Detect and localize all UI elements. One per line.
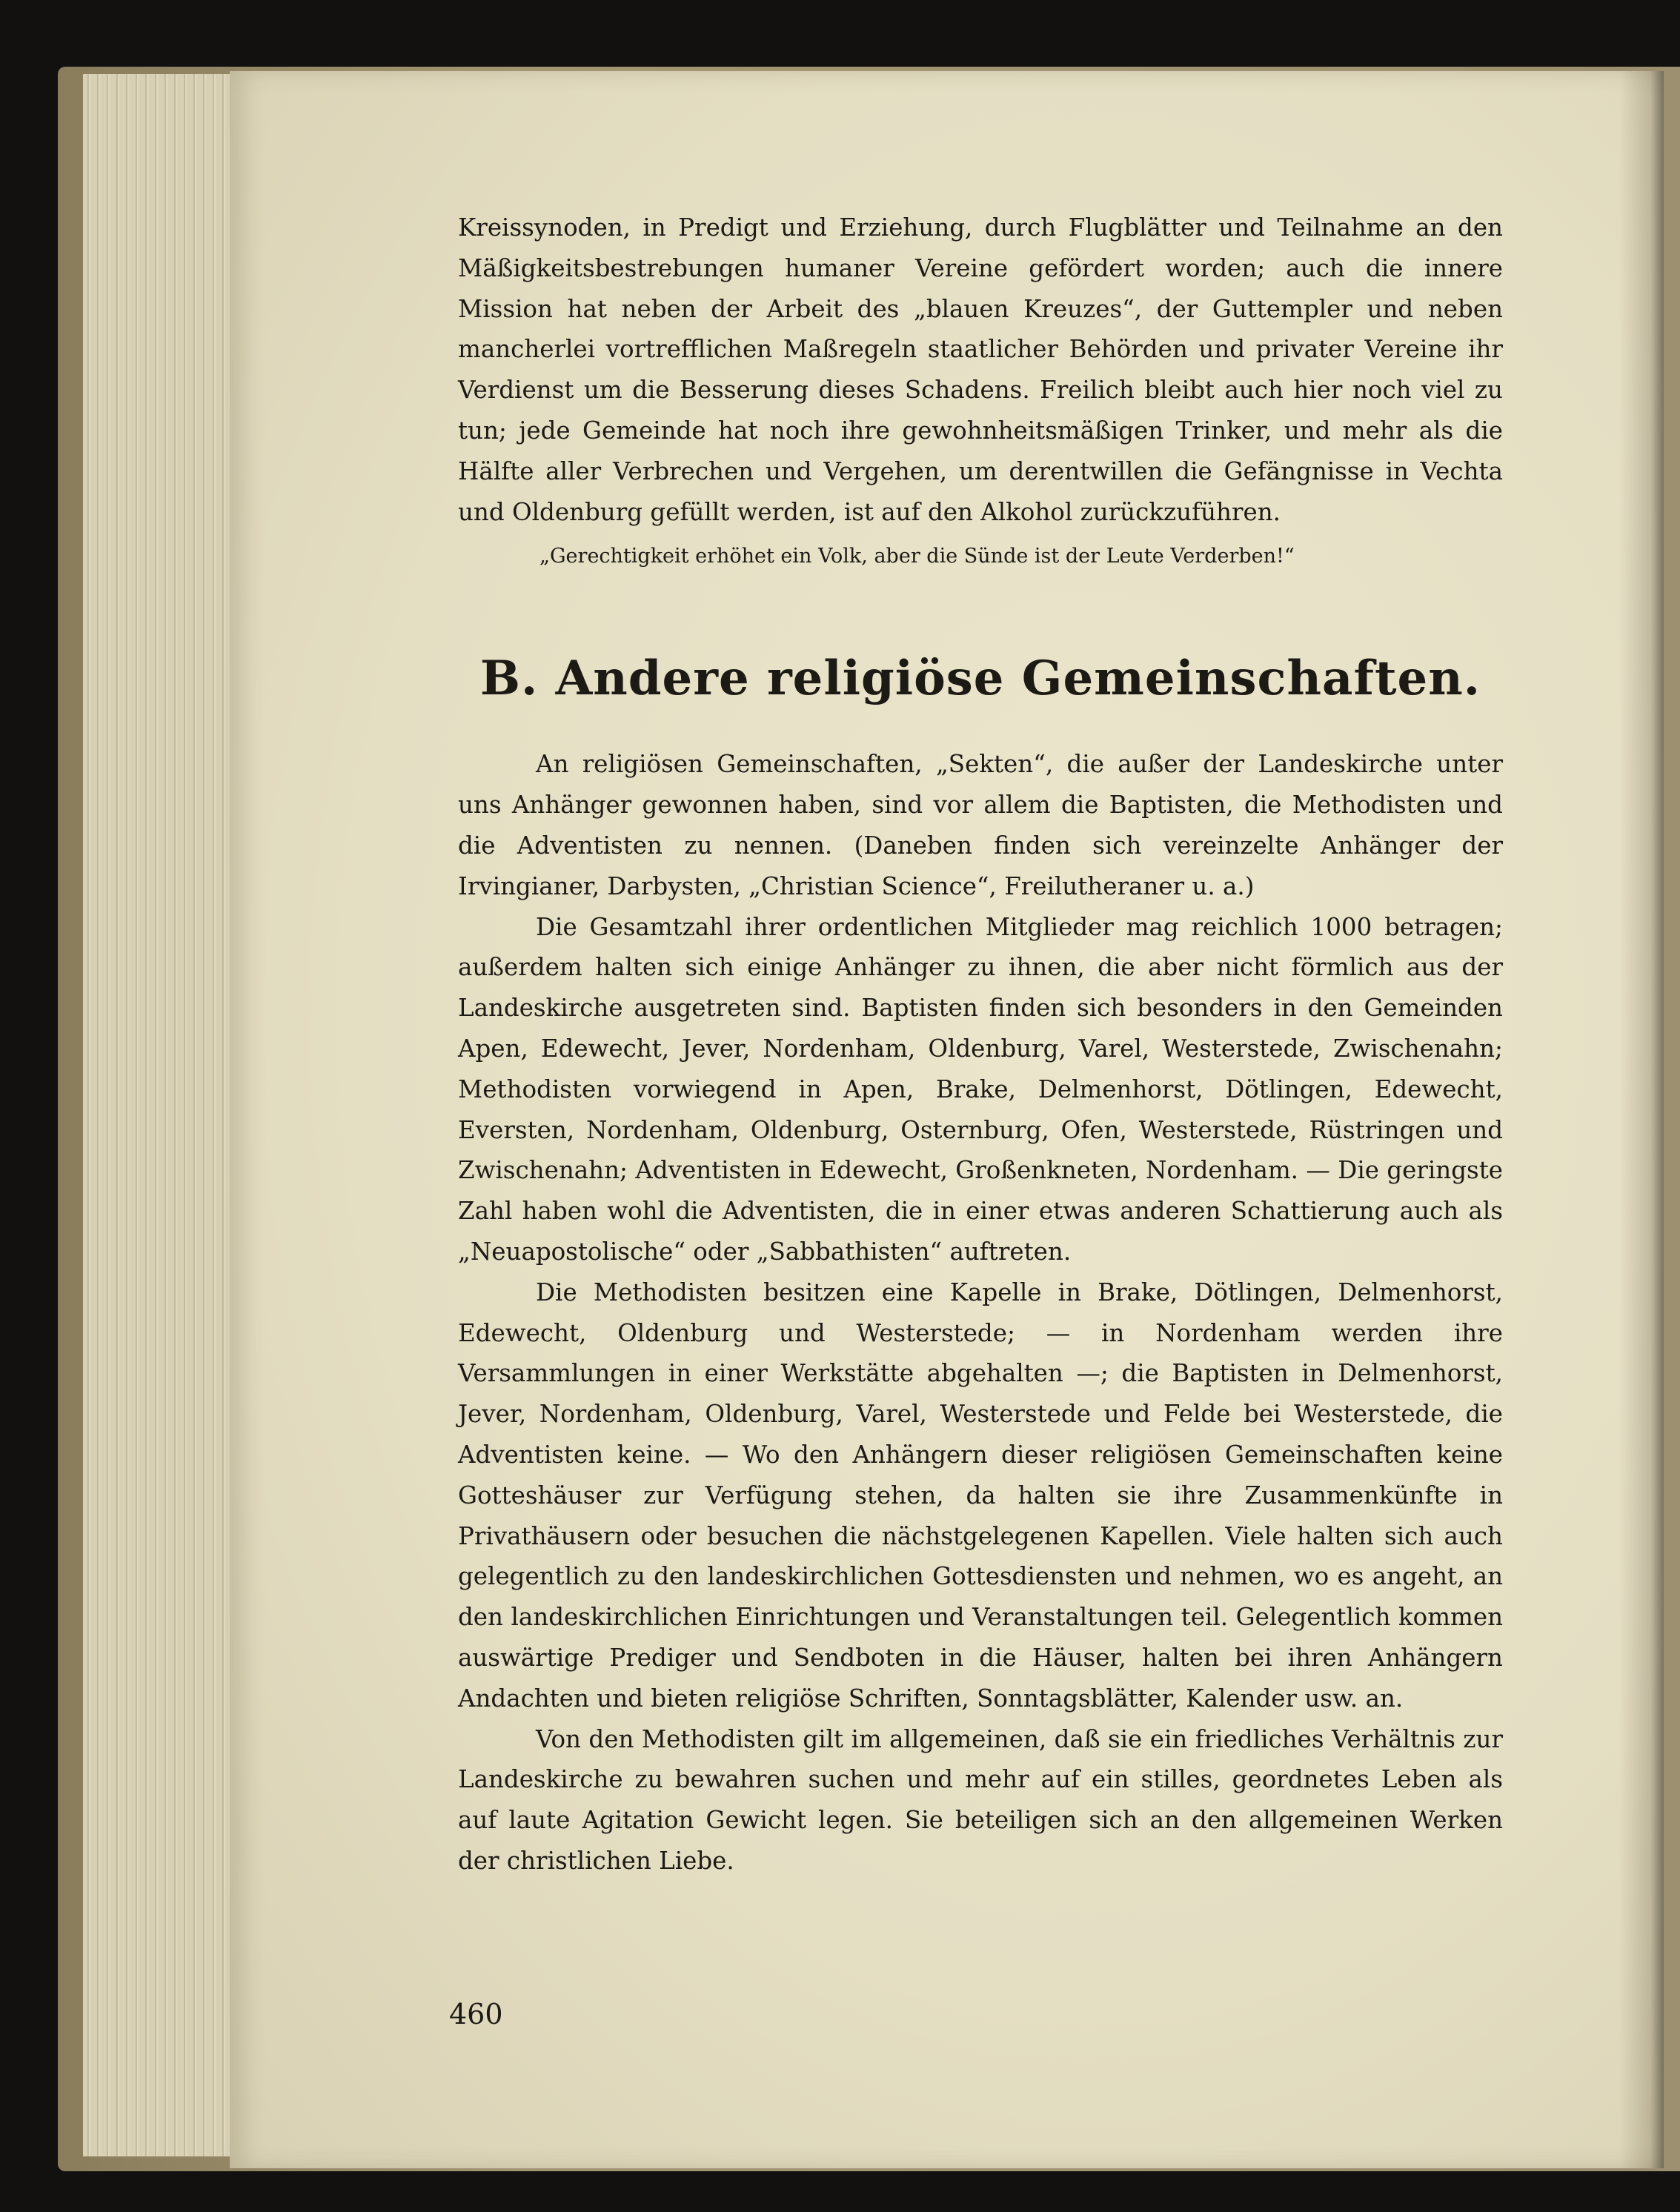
section-heading: B. Andere religiöse Gemeinschaften. [479,651,1481,707]
paragraph-3: Die Gesamtzahl ihrer ordentlichen Mitglieder mag reichlich 1000 betragen; außerdem halten sich einige Anhänger zu ihnen, die aber nicht förmlich aus der Landeskirche ausgetreten sind. Baptisten finden sich besonders in den Gemeinden Apen, Edewecht, Jever, Nordenham, Oldenburg, Varel, Westerstede, Zwischenahn; Methodisten vorwiegend in Apen, Brake, Delmenhorst, Dötlingen, Edewecht, Eversten, Nordenham, Oldenburg, Osternburg, Ofen, Westerstede, Rüstringen und Zwischenahn; Adventisten in Edewecht, Großenkneten, Nordenham. — Die geringste Zahl haben wohl die Adventisten, die in einer etwas anderen Schattierung auch als „Neuapostolische“ oder „Sabbathisten“ auftreten. [458,912,1503,1266]
page-number: 460 [449,1998,503,2030]
bible-quote: „Gerechtigkeit erhöhet ein Volk, aber die Sünde ist der Leute Verderben!“ [539,545,1295,568]
paragraph-1: Kreissynoden, in Predigt und Erziehung, durch Flugblätter und Teilnahme an den Mäßigkeitsbestrebungen humaner Vereine gefördert worden; auch die innere Mission hat neben der Arbeit des „blauen Kreuzes“, der Guttempler und neben mancherlei vortrefflichen Maßregeln staatlicher Behörden und privater Vereine ihr Verdienst um die Besserung dieses Schadens. Freilich bleibt auch hier noch viel zu tun; jede Gemeinde hat noch ihre gewohnheitsmäßigen Trinker, und mehr als die Hälfte aller Verbrechen und Vergehen, um derentwillen die Gefängnisse in Vechta und Oldenburg gefüllt werden, ist auf den Alkohol zurückzuführen. [458,213,1503,526]
paragraph-4: Die Methodisten besitzen eine Kapelle in Brake, Dötlingen, Delmenhorst, Edewecht, Oldenburg und Westerstede; — in Nordenham werden ihre Versammlungen in einer Werkstätte abgehalten —; die Baptisten in Delmenhorst, Jever, Nordenham, Oldenburg, Varel, Westerstede und Felde bei Westerstede, die Adventisten keine. — Wo den Anhängern dieser religiösen Gemeinschaften keine Gotteshäuser zur Verfügung stehen, da halten sie ihre Zusammenkünfte in Privathäusern oder besuchen die nächstgelegenen Kapellen. Viele halten sich auch gelegentlich zu den landeskirchlichen Gottesdiensten und nehmen, wo es angeht, an den landeskirchlichen Einrichtungen und Veranstaltungen teil. Gelegentlich kommen auswärtige Prediger und Sendboten in die Häuser, halten bei ihren Anhängern Andachten und bieten religiöse Schriften, Sonntagsblätter, Kalender usw. an. [458,1278,1503,1713]
gutter-shadow [1619,71,1664,2168]
page-edges [83,74,239,2156]
paragraph-5: Von den Methodisten gilt im allgemeinen, daß sie ein friedliches Verhältnis zur Landeskirche zu bewahren suchen und mehr auf ein stilles, geordnetes Leben als auf laute Agitation Gewicht legen. Sie beteiligen sich an den allgemeinen Werken der christlichen Liebe. [458,1724,1503,1875]
page-text [458,207,1503,1881]
paragraph-2: An religiösen Gemeinschaften, „Sekten“, die außer der Landeskirche unter uns Anhänger gewonnen haben, sind vor allem die Baptisten, die Methodisten und die Adventisten zu nennen. (Daneben finden sich vereinzelte Anhänger der Irvingianer, Darbysten, „Christian Science“, Freilutheraner u. a.) [458,750,1503,900]
